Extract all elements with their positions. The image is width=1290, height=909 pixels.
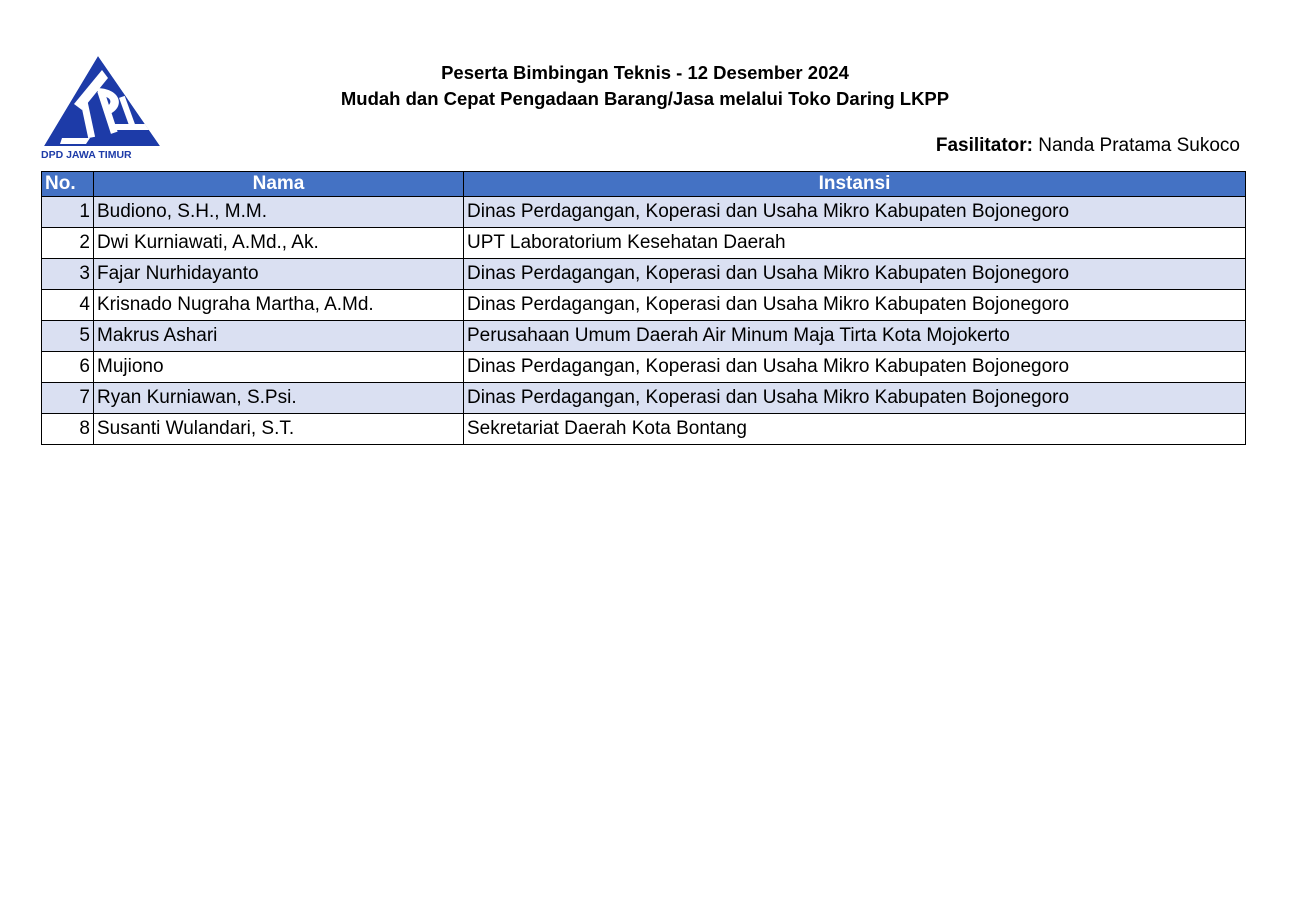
cell-instansi: Dinas Perdagangan, Koperasi dan Usaha Mikro Kabupaten Bojonegoro: [464, 259, 1246, 290]
cell-instansi: Dinas Perdagangan, Koperasi dan Usaha Mikro Kabupaten Bojonegoro: [464, 197, 1246, 228]
table-row: [42, 290, 1246, 321]
column-header-instansi: Instansi: [464, 172, 1246, 197]
table-header: [42, 172, 1246, 197]
cell-nama: Budiono, S.H., M.M.: [94, 197, 464, 228]
page-title: [0, 60, 1290, 112]
cell-nama: Susanti Wulandari, S.T.: [94, 414, 464, 445]
cell-nama: Ryan Kurniawan, S.Psi.: [94, 383, 464, 414]
cell-nama: Dwi Kurniawati, A.Md., Ak.: [94, 228, 464, 259]
facilitator-name: Nanda Pratama Sukoco: [1038, 135, 1240, 156]
cell-instansi: Dinas Perdagangan, Koperasi dan Usaha Mikro Kabupaten Bojonegoro: [464, 352, 1246, 383]
cell-no: 3: [42, 259, 94, 290]
table-row: [42, 414, 1246, 445]
table-row: [42, 228, 1246, 259]
cell-no: 6: [42, 352, 94, 383]
table-row: [42, 259, 1246, 290]
column-header-no: No.: [42, 172, 94, 197]
cell-no: 5: [42, 321, 94, 352]
title-line-2: Mudah dan Cepat Pengadaan Barang/Jasa melalui Toko Daring LKPP: [340, 88, 950, 109]
cell-instansi: Perusahaan Umum Daerah Air Minum Maja Tirta Kota Mojokerto: [464, 321, 1246, 352]
table-row: [42, 383, 1246, 414]
cell-instansi: Dinas Perdagangan, Koperasi dan Usaha Mikro Kabupaten Bojonegoro: [464, 290, 1246, 321]
cell-no: 7: [42, 383, 94, 414]
cell-nama: Mujiono: [94, 352, 464, 383]
cell-instansi: UPT Laboratorium Kesehatan Daerah: [464, 228, 1246, 259]
cell-nama: Fajar Nurhidayanto: [94, 259, 464, 290]
table-row: [42, 321, 1246, 352]
title-line-1: Peserta Bimbingan Teknis - 12 Desember 2024: [441, 62, 849, 83]
column-header-nama: Nama: [94, 172, 464, 197]
cell-no: 1: [42, 197, 94, 228]
cell-no: 8: [42, 414, 94, 445]
cell-no: 2: [42, 228, 94, 259]
header-row: [42, 172, 1246, 197]
table-body: [42, 197, 1246, 445]
logo-text: DPD JAWA TIMUR: [41, 149, 132, 160]
cell-no: 4: [42, 290, 94, 321]
participants-table: [41, 171, 1246, 445]
cell-instansi: Sekretariat Daerah Kota Bontang: [464, 414, 1246, 445]
cell-nama: Krisnado Nugraha Martha, A.Md.: [94, 290, 464, 321]
facilitator-label: Fasilitator:: [935, 135, 1033, 156]
table-row: [42, 197, 1246, 228]
cell-nama: Makrus Ashari: [94, 321, 464, 352]
cell-instansi: Dinas Perdagangan, Koperasi dan Usaha Mikro Kabupaten Bojonegoro: [464, 383, 1246, 414]
table-row: [42, 352, 1246, 383]
facilitator-line: [936, 134, 1240, 158]
